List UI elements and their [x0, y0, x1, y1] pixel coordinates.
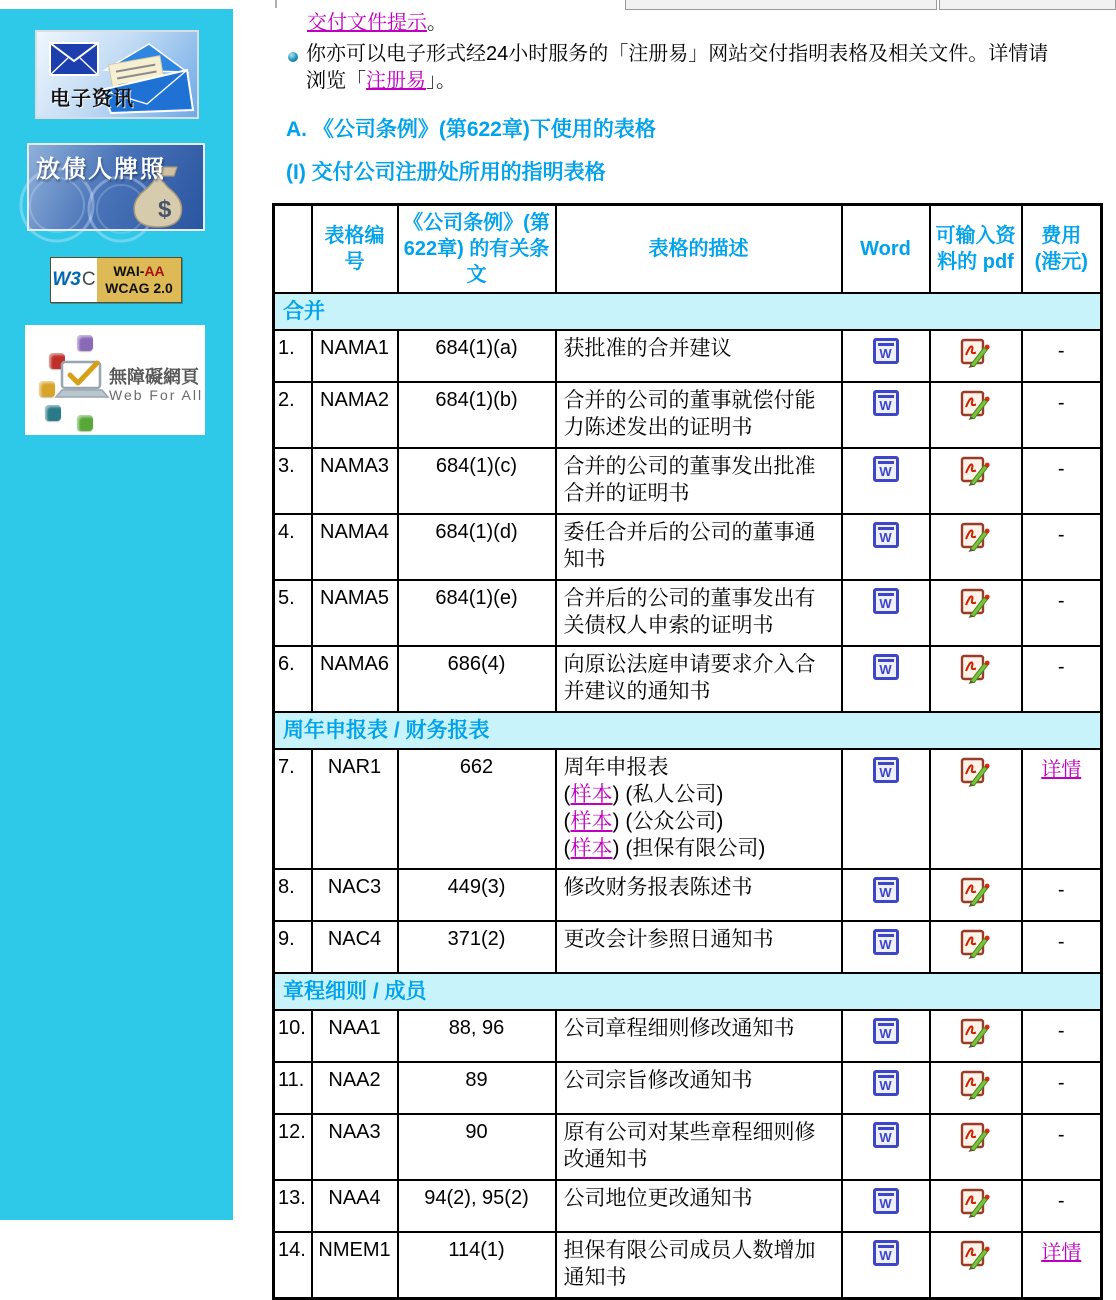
row-number-cell: 9. [274, 921, 312, 973]
form-code-cell: NAC3 [312, 869, 398, 921]
provision-cell: 449(3) [398, 869, 556, 921]
provision-cell: 684(1)(d) [398, 514, 556, 580]
provision-cell: 371(2) [398, 921, 556, 973]
pdf-cell [930, 1114, 1022, 1180]
pdf-cell [930, 921, 1022, 973]
details-link[interactable]: 详情 [1041, 1242, 1082, 1264]
form-row [274, 1062, 1102, 1114]
word-download-icon[interactable]: W [873, 877, 899, 903]
section-row [274, 293, 1102, 330]
word-cell [842, 382, 930, 448]
row-number-cell: 6. [274, 646, 312, 712]
details-link[interactable]: 详情 [1041, 759, 1082, 781]
description-cell: 修改财务报表陈述书 [556, 869, 842, 921]
word-cell [842, 1062, 930, 1114]
form-row [274, 580, 1102, 646]
section-row [274, 712, 1102, 749]
pdf-cell [930, 1010, 1022, 1062]
form-code-cell: NAMA1 [312, 330, 398, 382]
word-download-icon[interactable]: W [873, 522, 899, 548]
form-code-cell: NAMA2 [312, 382, 398, 448]
fillable-pdf-icon[interactable] [959, 1240, 993, 1277]
row-number-cell: 13. [274, 1180, 312, 1232]
description-cell: 原有公司对某些章程细则修改通知书 [556, 1114, 842, 1180]
row-number-cell: 4. [274, 514, 312, 580]
fee-cell: - [1022, 1114, 1102, 1180]
paragraph-line2-post: 」。 [426, 70, 456, 92]
pdf-cell [930, 1232, 1022, 1299]
pdf-cell [930, 330, 1022, 382]
fee-cell: - [1022, 382, 1102, 448]
fillable-pdf-icon[interactable] [959, 390, 993, 427]
description-cell: 向原讼法庭申请要求介入合并建议的通知书 [556, 646, 842, 712]
row-number-cell: 12. [274, 1114, 312, 1180]
form-row [274, 921, 1102, 973]
word-cell [842, 448, 930, 514]
paragraph-line2-pre: 浏览「 [306, 70, 366, 92]
web-for-all-banner[interactable] [25, 325, 205, 435]
word-cell [842, 646, 930, 712]
sample-link[interactable]: 样本 [570, 837, 613, 860]
word-download-icon[interactable]: W [873, 1122, 899, 1148]
header-form-code: 表格编号 [312, 205, 398, 294]
header-word: Word [842, 205, 930, 294]
provision-cell: 684(1)(a) [398, 330, 556, 382]
pdf-cell [930, 869, 1022, 921]
web-for-all-zh-label: 無障礙網頁 [109, 367, 199, 387]
form-code-cell: NAC4 [312, 921, 398, 973]
fee-cell [1022, 1232, 1102, 1299]
description-cell: 更改会计参照日通知书 [556, 921, 842, 973]
form-row [274, 1232, 1102, 1299]
pdf-cell [930, 448, 1022, 514]
eregistry-link[interactable]: 注册易 [366, 70, 426, 92]
word-download-icon[interactable]: W [873, 929, 899, 955]
provision-cell: 114(1) [398, 1232, 556, 1299]
form-code-cell: NAA2 [312, 1062, 398, 1114]
laptop-check-icon [53, 361, 111, 405]
pdf-cell [930, 749, 1022, 869]
row-number-cell: 10. [274, 1010, 312, 1062]
row-number-cell: 1. [274, 330, 312, 382]
form-code-cell: NAMA5 [312, 580, 398, 646]
provision-cell: 684(1)(c) [398, 448, 556, 514]
fee-cell: - [1022, 330, 1102, 382]
word-download-icon[interactable]: W [873, 588, 899, 614]
pdf-cell [930, 646, 1022, 712]
provision-cell: 88, 96 [398, 1010, 556, 1062]
form-row [274, 382, 1102, 448]
description-cell: 获批准的合并建议 [556, 330, 842, 382]
fillable-pdf-icon[interactable] [959, 338, 993, 375]
description-cell: 合并的公司的董事就偿付能力陈述发出的证明书 [556, 382, 842, 448]
form-row [274, 448, 1102, 514]
forms-table [272, 203, 1103, 1300]
word-cell [842, 580, 930, 646]
fillable-pdf-icon[interactable] [959, 929, 993, 966]
fillable-pdf-icon[interactable] [959, 877, 993, 914]
fee-cell: - [1022, 1062, 1102, 1114]
svg-text:$: $ [158, 196, 172, 223]
eregistry-paragraph [306, 41, 1106, 95]
form-code-cell: NAMA4 [312, 514, 398, 580]
word-download-icon[interactable]: W [873, 390, 899, 416]
word-download-icon[interactable]: W [873, 1018, 899, 1044]
word-cell [842, 749, 930, 869]
table-header-row [274, 205, 1102, 294]
word-cell [842, 869, 930, 921]
row-number-cell: 5. [274, 580, 312, 646]
word-cell [842, 1114, 930, 1180]
row-number-cell: 8. [274, 869, 312, 921]
form-row [274, 514, 1102, 580]
form-row [274, 330, 1102, 382]
web-for-all-en-label: Web For All [109, 387, 204, 403]
form-row [274, 1180, 1102, 1232]
fillable-pdf-icon[interactable] [959, 1018, 993, 1055]
fee-cell: - [1022, 514, 1102, 580]
header-provision: 《公司条例》(第622章) 的有关条文 [398, 205, 556, 294]
word-cell [842, 330, 930, 382]
provision-cell: 684(1)(e) [398, 580, 556, 646]
section-label: 周年申报表 / 财务报表 [274, 712, 1102, 749]
word-download-icon[interactable]: W [873, 456, 899, 482]
header-pdf: 可输入资料的 pdf [930, 205, 1022, 294]
row-number-cell: 7. [274, 749, 312, 869]
section-row [274, 973, 1102, 1010]
tab-bar-remnant [233, 0, 277, 8]
word-cell [842, 1180, 930, 1232]
word-download-icon[interactable]: W [873, 654, 899, 680]
form-code-cell: NAA1 [312, 1010, 398, 1062]
description-cell: 周年申报表 (样本) (私人公司) (样本) (公众公司) (样本) (担保有限公司) [556, 749, 842, 869]
header-blank [274, 205, 312, 294]
form-row [274, 869, 1102, 921]
word-download-icon[interactable]: W [873, 1070, 899, 1096]
description-cell: 公司章程细则修改通知书 [556, 1010, 842, 1062]
bullet-icon [288, 52, 298, 62]
row-number-cell: 11. [274, 1062, 312, 1114]
fillable-pdf-icon[interactable] [959, 522, 993, 559]
partial-tab-2[interactable] [939, 0, 1116, 10]
app-icon-teal [45, 405, 61, 421]
word-cell [842, 514, 930, 580]
delivery-tips-link[interactable]: 交付文件提示 [307, 12, 427, 34]
sidebar [0, 9, 233, 1220]
money-lenders-banner[interactable] [27, 143, 205, 231]
fee-cell: - [1022, 580, 1102, 646]
fee-cell: - [1022, 646, 1102, 712]
word-download-icon[interactable]: W [873, 338, 899, 364]
form-row [274, 749, 1102, 869]
description-cell: 公司宗旨修改通知书 [556, 1062, 842, 1114]
fee-cell: - [1022, 921, 1102, 973]
section-label: 章程细则 / 成员 [274, 973, 1102, 1010]
form-code-cell: NAR1 [312, 749, 398, 869]
form-code-cell: NAA3 [312, 1114, 398, 1180]
app-icon-purple [77, 335, 93, 351]
section-heading-i: (I) 交付公司注册处所用的指明表格 [286, 161, 606, 184]
punctuation: 。 [427, 12, 447, 34]
enews-label: 电子资讯 [50, 88, 134, 110]
word-cell [842, 1232, 930, 1299]
row-number-cell: 3. [274, 448, 312, 514]
header-description: 表格的描述 [556, 205, 842, 294]
pdf-cell [930, 1062, 1022, 1114]
pdf-cell [930, 514, 1022, 580]
description-cell: 合并后的公司的董事发出有关债权人申索的证明书 [556, 580, 842, 646]
paragraph-line1: 你亦可以电子形式经24小时服务的「注册易」网站交付指明表格及相关文件。详情请 [306, 43, 1049, 65]
provision-cell: 94(2), 95(2) [398, 1180, 556, 1232]
description-cell: 委任合并后的公司的董事通知书 [556, 514, 842, 580]
fillable-pdf-icon[interactable] [959, 1122, 993, 1159]
fillable-pdf-icon[interactable] [959, 1188, 993, 1225]
fillable-pdf-icon[interactable] [959, 757, 993, 794]
wcag-badge[interactable] [50, 257, 182, 303]
partial-tab-1[interactable] [625, 0, 937, 10]
word-download-icon[interactable]: W [873, 757, 899, 783]
word-cell [842, 1010, 930, 1062]
word-download-icon[interactable]: W [873, 1188, 899, 1214]
description-cell: 担保有限公司成员人数增加通知书 [556, 1232, 842, 1299]
w3c-logo: W3 C [51, 258, 97, 302]
provision-cell: 90 [398, 1114, 556, 1180]
wai-aa-label: WAI-AA WCAG 2.0 [97, 258, 181, 302]
header-fee: 费用 (港元) [1022, 205, 1102, 294]
form-row [274, 1010, 1102, 1062]
enews-banner[interactable] [35, 30, 199, 119]
fee-cell: - [1022, 1180, 1102, 1232]
pdf-cell [930, 382, 1022, 448]
form-code-cell: NAMA3 [312, 448, 398, 514]
fee-cell: - [1022, 448, 1102, 514]
fillable-pdf-icon[interactable] [959, 654, 993, 691]
form-code-cell: NAA4 [312, 1180, 398, 1232]
fee-cell [1022, 749, 1102, 869]
word-cell [842, 921, 930, 973]
sample-link[interactable]: 样本 [570, 810, 613, 833]
form-row [274, 646, 1102, 712]
section-heading-a: A. 《公司条例》(第622章)下使用的表格 [286, 118, 656, 141]
money-lenders-label: 放债人牌照 [36, 156, 166, 183]
word-download-icon[interactable]: W [873, 1240, 899, 1266]
description-cell: 合并的公司的董事发出批准合并的证明书 [556, 448, 842, 514]
app-icon-green [77, 415, 93, 431]
fee-cell: - [1022, 1010, 1102, 1062]
fee-cell: - [1022, 869, 1102, 921]
delivery-tips-line [307, 6, 447, 35]
fillable-pdf-icon[interactable] [959, 456, 993, 493]
row-number-cell: 2. [274, 382, 312, 448]
fillable-pdf-icon[interactable] [959, 1070, 993, 1107]
row-number-cell: 14. [274, 1232, 312, 1299]
pdf-cell [930, 580, 1022, 646]
form-code-cell: NAMA6 [312, 646, 398, 712]
fillable-pdf-icon[interactable] [959, 588, 993, 625]
provision-cell: 684(1)(b) [398, 382, 556, 448]
sample-link[interactable]: 样本 [570, 783, 613, 806]
provision-cell: 662 [398, 749, 556, 869]
forms-table-body [274, 293, 1102, 1299]
provision-cell: 89 [398, 1062, 556, 1114]
pdf-cell [930, 1180, 1022, 1232]
section-label: 合并 [274, 293, 1102, 330]
form-code-cell: NMEM1 [312, 1232, 398, 1299]
description-cell: 公司地位更改通知书 [556, 1180, 842, 1232]
provision-cell: 686(4) [398, 646, 556, 712]
form-row [274, 1114, 1102, 1180]
